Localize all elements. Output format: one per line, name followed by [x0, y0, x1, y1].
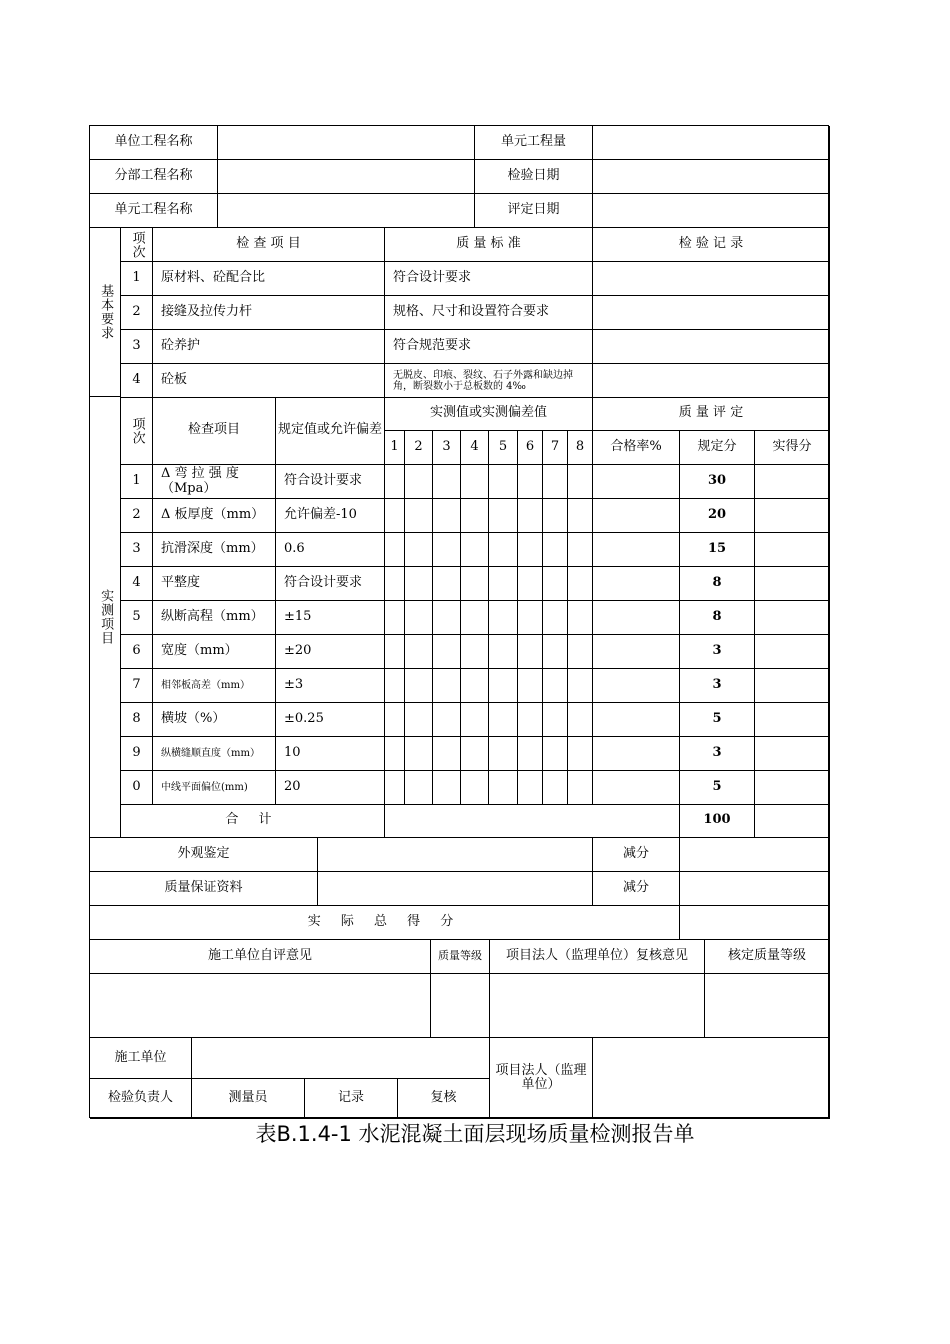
measured-value-cell	[489, 703, 518, 737]
inspector-label: 检验负责人	[90, 1079, 192, 1119]
measured-value-cell	[385, 601, 405, 635]
measured-row-no: 0	[121, 771, 153, 805]
owner-value	[593, 1038, 830, 1119]
basic-row-item: 原材料、砼配合比	[153, 262, 385, 296]
measured-rate-cell	[593, 601, 680, 635]
measured-value-cell	[461, 635, 489, 669]
deduct-value	[680, 838, 830, 872]
measured-got-cell	[755, 465, 830, 499]
measured-value-cell	[518, 601, 543, 635]
measured-col-values: 实测值或实测偏差值	[385, 397, 593, 431]
measured-value-cell	[405, 567, 433, 601]
measured-value-cell	[543, 533, 568, 567]
basic-requirements-section: 基本要求	[90, 228, 121, 397]
measured-col-eval: 质 量 评 定	[593, 397, 830, 431]
self-evaluation-label: 施工单位自评意见	[90, 940, 431, 974]
measured-value-cell	[405, 703, 433, 737]
total-blank	[385, 804, 680, 838]
measured-value-cell	[518, 567, 543, 601]
measured-value-cell	[489, 771, 518, 805]
measured-rate-cell	[593, 465, 680, 499]
measured-rate-cell	[593, 771, 680, 805]
measured-got-cell	[755, 771, 830, 805]
measured-points-cell: 15	[680, 533, 755, 567]
measured-col-rate: 合格率%	[593, 431, 680, 465]
recorder-label: 记录	[305, 1079, 398, 1119]
basic-row-record	[593, 364, 830, 398]
deduct-label-2: 减分	[593, 872, 680, 906]
measured-value-cell	[543, 669, 568, 703]
measured-value-cell	[543, 737, 568, 771]
measured-row-spec: ±20	[276, 635, 385, 669]
measured-value-cell	[461, 669, 489, 703]
basic-row-standard: 规格、尺寸和设置符合要求	[385, 296, 593, 330]
measured-value-cell	[433, 669, 461, 703]
total-got	[755, 804, 830, 838]
measured-value-cell	[489, 635, 518, 669]
evaluation-date-label: 评定日期	[475, 194, 593, 228]
measured-row-spec: 符合设计要求	[276, 465, 385, 499]
measured-value-cell	[385, 703, 405, 737]
measured-value-cell	[518, 771, 543, 805]
measured-row-spec: 符合设计要求	[276, 567, 385, 601]
basic-row-item: 接缝及拉传力杆	[153, 296, 385, 330]
value-col-header: 6	[518, 431, 543, 465]
measured-col-no: 项次	[121, 397, 153, 465]
basic-row-no: 3	[121, 330, 153, 364]
quality-docs-label: 质量保证资料	[90, 872, 318, 906]
contractor-label: 施工单位	[90, 1038, 192, 1079]
verified-grade-value	[705, 974, 830, 1038]
measured-row-item: Δ 弯 拉 强 度（Mpa）	[153, 465, 276, 499]
measured-rate-cell	[593, 703, 680, 737]
measured-value-cell	[489, 669, 518, 703]
measured-row-no: 1	[121, 465, 153, 499]
measured-row-item: 纵断高程（mm）	[153, 601, 276, 635]
measured-row-item: 抗滑深度（mm）	[153, 533, 276, 567]
deduct-label: 减分	[593, 838, 680, 872]
unit-project-name-label: 单位工程名称	[90, 126, 218, 160]
basic-row-standard: 无脱皮、印痕、裂纹、石子外露和缺边掉角，断裂数小于总板数的 4‰	[385, 364, 593, 398]
measured-value-cell	[489, 737, 518, 771]
measured-value-cell	[405, 669, 433, 703]
appearance-value	[318, 838, 593, 872]
measured-row-item: 纵横缝顺直度（mm）	[153, 737, 276, 771]
measured-row-no: 2	[121, 499, 153, 533]
measured-col-points: 规定分	[680, 431, 755, 465]
unit-quantity-label: 单元工程量	[475, 126, 593, 160]
measured-value-cell	[433, 635, 461, 669]
measured-value-cell	[543, 465, 568, 499]
measured-points-cell: 30	[680, 465, 755, 499]
measured-value-cell	[433, 601, 461, 635]
value-col-header: 5	[489, 431, 518, 465]
measured-got-cell	[755, 635, 830, 669]
evaluation-date-value	[593, 194, 830, 228]
measured-row-no: 6	[121, 635, 153, 669]
measured-got-cell	[755, 601, 830, 635]
measured-row-item: 相邻板高差（mm）	[153, 669, 276, 703]
value-col-header: 4	[461, 431, 489, 465]
measured-row-item: 宽度（mm）	[153, 635, 276, 669]
contractor-value	[192, 1038, 490, 1079]
actual-total-value	[680, 906, 830, 940]
measured-value-cell	[385, 533, 405, 567]
measured-got-cell	[755, 669, 830, 703]
inspection-form	[89, 125, 829, 1118]
measured-value-cell	[489, 499, 518, 533]
measured-value-cell	[405, 601, 433, 635]
measured-row-no: 7	[121, 669, 153, 703]
measured-row-no: 5	[121, 601, 153, 635]
measured-row-spec: 0.6	[276, 533, 385, 567]
measured-value-cell	[461, 465, 489, 499]
measured-value-cell	[385, 499, 405, 533]
basic-col-standard: 质 量 标 准	[385, 228, 593, 262]
unit-quantity-value	[593, 126, 830, 160]
measured-value-cell	[568, 465, 593, 499]
measured-value-cell	[489, 601, 518, 635]
measured-value-cell	[543, 499, 568, 533]
measured-value-cell	[568, 533, 593, 567]
basic-row-item: 砼养护	[153, 330, 385, 364]
measured-value-cell	[433, 533, 461, 567]
quality-grade-value	[431, 974, 490, 1038]
measured-value-cell	[543, 567, 568, 601]
value-col-header: 7	[543, 431, 568, 465]
measured-value-cell	[543, 703, 568, 737]
inspection-date-value	[593, 160, 830, 194]
measured-got-cell	[755, 533, 830, 567]
actual-total-label: 实 际 总 得 分	[90, 906, 680, 940]
measured-rate-cell	[593, 567, 680, 601]
measured-row-spec: ±0.25	[276, 703, 385, 737]
total-points: 100	[680, 804, 755, 838]
measured-row-spec: ±3	[276, 669, 385, 703]
measured-value-cell	[461, 703, 489, 737]
basic-col-item: 检 查 项 目	[153, 228, 385, 262]
measured-row-spec: 10	[276, 737, 385, 771]
verified-grade-label: 核定质量等级	[705, 940, 830, 974]
measured-rate-cell	[593, 533, 680, 567]
measured-value-cell	[568, 737, 593, 771]
basic-row-record	[593, 262, 830, 296]
measured-rate-cell	[593, 669, 680, 703]
measured-row-no: 9	[121, 737, 153, 771]
basic-row-no: 2	[121, 296, 153, 330]
measured-value-cell	[461, 601, 489, 635]
total-label: 合 计	[121, 804, 385, 838]
measured-points-cell: 8	[680, 567, 755, 601]
measured-value-cell	[405, 465, 433, 499]
measured-value-cell	[518, 499, 543, 533]
measured-value-cell	[433, 567, 461, 601]
deduct-value-2	[680, 872, 830, 906]
measured-row-no: 4	[121, 567, 153, 601]
measured-value-cell	[518, 465, 543, 499]
measured-value-cell	[461, 737, 489, 771]
measured-points-cell: 8	[680, 601, 755, 635]
measured-value-cell	[461, 771, 489, 805]
measured-value-cell	[461, 499, 489, 533]
measured-value-cell	[385, 567, 405, 601]
measured-value-cell	[433, 737, 461, 771]
measured-col-item: 检查项目	[153, 397, 276, 465]
basic-col-no: 项次	[121, 228, 153, 262]
measured-points-cell: 3	[680, 635, 755, 669]
surveyor-label: 测量员	[192, 1079, 305, 1119]
measured-row-item: 横坡（%）	[153, 703, 276, 737]
measured-value-cell	[385, 669, 405, 703]
measured-value-cell	[489, 465, 518, 499]
basic-row-record	[593, 296, 830, 330]
measured-got-cell	[755, 499, 830, 533]
measured-value-cell	[433, 465, 461, 499]
measured-row-spec: 允许偏差-10	[276, 499, 385, 533]
measured-points-cell: 3	[680, 669, 755, 703]
measured-value-cell	[489, 533, 518, 567]
measured-value-cell	[518, 635, 543, 669]
measured-value-cell	[405, 771, 433, 805]
quality-docs-value	[318, 872, 593, 906]
element-project-name-label: 单元工程名称	[90, 194, 218, 228]
owner-label: 项目法人（监理单位）	[490, 1038, 593, 1119]
measured-value-cell	[385, 635, 405, 669]
measured-value-cell	[385, 771, 405, 805]
appearance-label: 外观鉴定	[90, 838, 318, 872]
measured-points-cell: 5	[680, 771, 755, 805]
measured-row-spec: ±15	[276, 601, 385, 635]
measured-value-cell	[518, 533, 543, 567]
unit-project-name-value	[218, 126, 475, 160]
measured-value-cell	[568, 601, 593, 635]
measured-row-spec: 20	[276, 771, 385, 805]
basic-row-standard: 符合规范要求	[385, 330, 593, 364]
measured-points-cell: 20	[680, 499, 755, 533]
measured-rate-cell	[593, 737, 680, 771]
measured-value-cell	[405, 499, 433, 533]
measured-points-cell: 5	[680, 703, 755, 737]
value-col-header: 1	[385, 431, 405, 465]
value-col-header: 2	[405, 431, 433, 465]
measured-value-cell	[568, 669, 593, 703]
element-project-name-value	[218, 194, 475, 228]
measured-col-spec: 规定值或允许偏差	[276, 397, 385, 465]
measured-value-cell	[461, 533, 489, 567]
measured-value-cell	[385, 737, 405, 771]
sub-project-name-value	[218, 160, 475, 194]
measured-got-cell	[755, 703, 830, 737]
measured-items-section: 实测项目	[90, 397, 121, 838]
measured-value-cell	[405, 635, 433, 669]
review-opinion-value	[490, 974, 705, 1038]
basic-row-item: 砼板	[153, 364, 385, 398]
basic-row-no: 1	[121, 262, 153, 296]
measured-value-cell	[518, 737, 543, 771]
measured-value-cell	[405, 533, 433, 567]
measured-value-cell	[568, 635, 593, 669]
inspection-date-label: 检验日期	[475, 160, 593, 194]
form-caption: 表B.1.4-1 水泥混凝土面层现场质量检测报告单	[255, 1122, 695, 1146]
review-opinion-label: 项目法人（监理单位）复核意见	[490, 940, 705, 974]
measured-value-cell	[489, 567, 518, 601]
measured-points-cell: 3	[680, 737, 755, 771]
measured-col-got: 实得分	[755, 431, 830, 465]
measured-row-no: 8	[121, 703, 153, 737]
measured-value-cell	[518, 669, 543, 703]
measured-rate-cell	[593, 499, 680, 533]
measured-row-item: 平整度	[153, 567, 276, 601]
measured-value-cell	[568, 499, 593, 533]
measured-value-cell	[568, 567, 593, 601]
measured-got-cell	[755, 737, 830, 771]
measured-value-cell	[405, 737, 433, 771]
sub-project-name-label: 分部工程名称	[90, 160, 218, 194]
measured-row-item: 中线平面偏位(mm)	[153, 771, 276, 805]
measured-value-cell	[543, 771, 568, 805]
measured-value-cell	[433, 771, 461, 805]
checker-label: 复核	[398, 1079, 490, 1119]
measured-value-cell	[543, 635, 568, 669]
basic-row-record	[593, 330, 830, 364]
basic-col-record: 检 验 记 录	[593, 228, 830, 262]
measured-row-no: 3	[121, 533, 153, 567]
measured-value-cell	[518, 703, 543, 737]
measured-got-cell	[755, 567, 830, 601]
basic-row-no: 4	[121, 364, 153, 398]
measured-row-item: Δ 板厚度（mm）	[153, 499, 276, 533]
measured-value-cell	[543, 601, 568, 635]
measured-value-cell	[568, 703, 593, 737]
quality-grade-label: 质量等级	[431, 940, 490, 974]
self-evaluation-value	[90, 974, 431, 1038]
basic-row-standard: 符合设计要求	[385, 262, 593, 296]
measured-rate-cell	[593, 635, 680, 669]
measured-value-cell	[433, 703, 461, 737]
measured-value-cell	[461, 567, 489, 601]
value-col-header: 8	[568, 431, 593, 465]
measured-value-cell	[433, 499, 461, 533]
measured-value-cell	[568, 771, 593, 805]
value-col-header: 3	[433, 431, 461, 465]
measured-value-cell	[385, 465, 405, 499]
